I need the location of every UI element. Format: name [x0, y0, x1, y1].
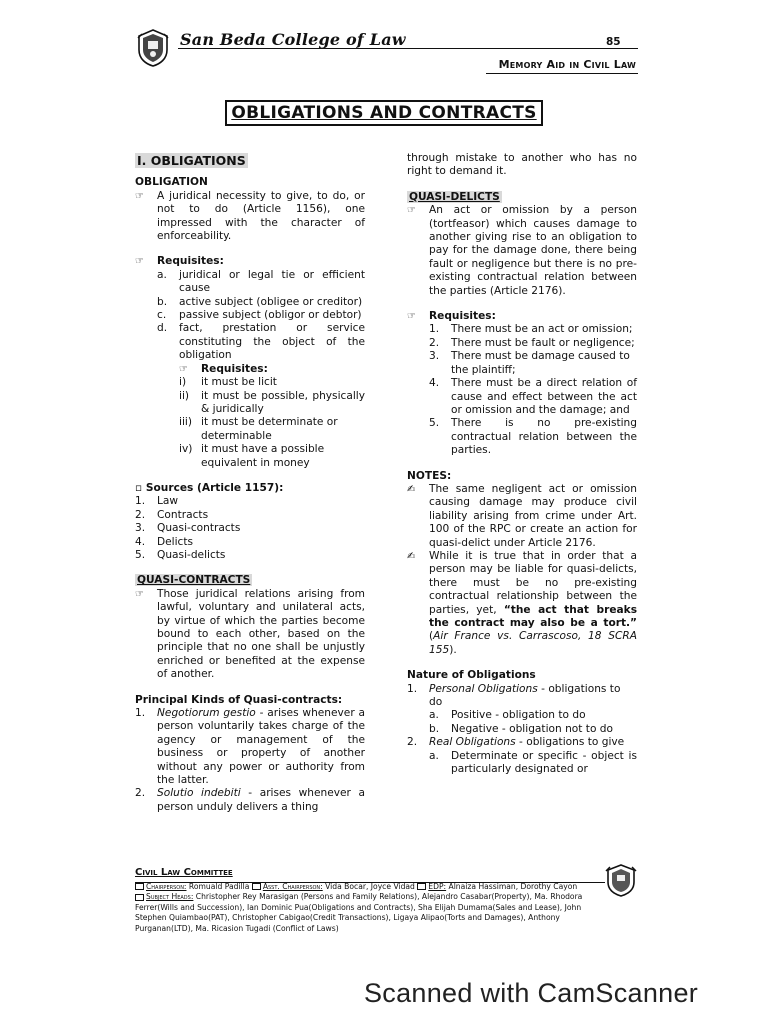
- list-item: [157, 296, 365, 309]
- list-text: Contracts: [157, 508, 209, 521]
- list-marker: 2.: [135, 508, 146, 521]
- list-text: it must be determinate or determinable: [201, 416, 338, 442]
- subtitle-rule: [486, 73, 638, 74]
- definition-text: A juridical necessity to give, to do, or not to do (Article 1156), one impressed with the character of enforceability.: [157, 189, 365, 243]
- role-label: EDP:: [428, 881, 447, 891]
- header-rule: [178, 48, 638, 49]
- list-item: [135, 522, 365, 535]
- note-item: [407, 550, 637, 657]
- list-text: Quasi-contracts: [157, 522, 241, 535]
- role-names: Vida Bocar, Joyce Vidad: [322, 881, 418, 891]
- section-heading: [135, 154, 365, 167]
- list-item: [429, 417, 637, 457]
- list-text: Negative - obligation not to do: [451, 722, 613, 735]
- book-icon: [135, 894, 144, 901]
- list-item: [135, 549, 365, 562]
- book-icon: [417, 883, 426, 890]
- list-text: [157, 707, 365, 787]
- list-item: [429, 750, 637, 777]
- list-marker: d.: [157, 322, 168, 335]
- pointing-hand-icon: ☞: [407, 205, 416, 217]
- list-marker: 5.: [429, 417, 440, 430]
- requisites-list: [157, 269, 365, 470]
- list-marker: 1.: [407, 682, 418, 695]
- definition-text: An act or omission by a person (tortfeasor) which causes damage to another giving rise to an obligation to pay for the damage done, there being fault or negligence but there is no pre-existing contractual relation between the parties (Article 2176).: [429, 204, 637, 297]
- list-marker: 1.: [135, 707, 146, 720]
- list-item: [429, 337, 637, 350]
- role-names: Alnaiza Hassiman, Dorothy Cayon: [446, 881, 578, 891]
- note-text-part: While it is true that in order that a person may be liable for quasi-delicts, there must be no pre-existing contractual relationship between the parties, yet,: [429, 549, 637, 616]
- list-text: There must be fault or negligence;: [451, 336, 635, 349]
- sources-list: [135, 495, 365, 562]
- pointing-hand-icon: ☞: [135, 256, 144, 268]
- role-names: Romuald Padilla: [186, 881, 252, 891]
- term: Solutio indebiti: [157, 787, 241, 800]
- sources-label: Sources (Article 1157):: [145, 481, 284, 494]
- note-text: [429, 550, 637, 657]
- list-item: [135, 707, 365, 787]
- list-item: [179, 376, 365, 389]
- list-text: Law: [157, 495, 179, 508]
- list-text: it must have a possible equivalent in money: [201, 443, 325, 469]
- section-title: I. OBLIGATIONS: [137, 153, 246, 168]
- square-bullet-icon: ▫: [135, 481, 143, 494]
- requisites-label: Requisites:: [157, 255, 224, 268]
- list-marker: 2.: [135, 787, 146, 800]
- pointing-hand-icon: ☞: [135, 190, 144, 202]
- quasi-contracts-label: QUASI-CONTRACTS: [137, 574, 251, 587]
- list-text: [429, 683, 637, 710]
- note-text-part: (: [429, 630, 434, 643]
- list-item: [429, 723, 637, 736]
- list-text: Quasi-delicts: [157, 548, 226, 561]
- list-text: There is no pre-existing contractual relation between the parties.: [451, 417, 637, 457]
- sub-list: [429, 750, 637, 777]
- term-definition: - arises whenever a person voluntarily takes charge of the agency or management of the business or property of another without any power or authority from the latter.: [157, 707, 365, 787]
- notes-heading: NOTES:: [407, 469, 452, 482]
- list-item: [179, 416, 365, 443]
- list-text: it must be licit: [201, 376, 277, 389]
- list-item: [135, 495, 365, 508]
- list-marker: a.: [429, 709, 439, 722]
- sub-list: [429, 709, 637, 736]
- committee-title: Civil Law Committee: [135, 867, 233, 878]
- scanner-watermark: Scanned with CamScanner: [364, 978, 699, 1008]
- list-text: [157, 787, 365, 814]
- sources-heading: [135, 482, 365, 495]
- requisites-list: [429, 323, 637, 457]
- list-marker: 2.: [429, 336, 440, 349]
- role-label: Asst. Chairperson:: [262, 881, 323, 891]
- pointing-hand-icon: ☞: [407, 311, 416, 323]
- term: Personal Obligations: [429, 682, 538, 695]
- term-definition: - obligations to do: [429, 682, 621, 709]
- list-item: [429, 323, 637, 336]
- school-name: San Beda College of Law: [180, 30, 406, 49]
- list-item: [157, 309, 365, 322]
- college-seal-icon: [605, 863, 637, 897]
- page-title: OBLIGATIONS AND CONTRACTS: [225, 100, 543, 126]
- writing-hand-icon: ✍: [407, 483, 416, 495]
- list-marker: iv): [179, 443, 193, 456]
- credits-text: [135, 882, 605, 935]
- note-item: [407, 483, 637, 550]
- list-item: [135, 787, 365, 814]
- list-marker: 1.: [429, 323, 440, 336]
- list-text: There must be damage caused to the plaintiff;: [451, 350, 630, 376]
- list-item: [135, 509, 365, 522]
- list-item: [179, 443, 365, 470]
- list-text: [429, 736, 637, 749]
- requisites-label: Requisites:: [429, 310, 496, 323]
- right-column: [407, 152, 637, 776]
- list-marker: a.: [429, 749, 439, 762]
- list-marker: 3.: [429, 350, 440, 363]
- list-text: Determinate or specific - object is particularly designated or: [451, 749, 637, 776]
- pointing-hand-icon: ☞: [135, 588, 144, 600]
- list-item: [429, 350, 637, 377]
- list-marker: 1.: [135, 495, 146, 508]
- list-item: [407, 736, 637, 749]
- book-icon: [252, 883, 261, 890]
- list-marker: ii): [179, 389, 190, 402]
- pointing-hand-icon: ☞: [179, 363, 188, 375]
- requisites-heading: [407, 310, 637, 323]
- term-definition: - obligations to give: [515, 736, 625, 749]
- header-subtitle: Memory Aid in Civil Law: [498, 58, 636, 71]
- quasi-delicts-definition: [407, 204, 637, 298]
- list-marker: c.: [157, 309, 167, 322]
- list-item: [407, 683, 637, 710]
- list-marker: b.: [157, 295, 168, 308]
- list-text: fact, prestation or service constituting the object of the obligation: [179, 322, 365, 362]
- note-text-part: ).: [449, 643, 457, 656]
- list-marker: 3.: [135, 522, 146, 535]
- term-definition: - arises whenever a person unduly delivers a thing: [157, 787, 365, 813]
- list-item: [135, 536, 365, 549]
- writing-hand-icon: ✍: [407, 550, 416, 562]
- list-item: [429, 377, 637, 417]
- list-marker: b.: [429, 722, 440, 735]
- list-text: it must be possible, physically & juridically: [201, 389, 365, 415]
- footer-credits: [135, 868, 605, 935]
- nature-heading: Nature of Obligations: [407, 669, 536, 682]
- quasi-delicts-label: QUASI-DELICTS: [409, 190, 500, 203]
- book-icon: [135, 883, 144, 890]
- list-item: [179, 390, 365, 417]
- continuation-text: through mistake to another who has no right to demand it.: [407, 152, 637, 178]
- sub-requisites-label: Requisites:: [201, 362, 268, 375]
- list-marker: 5.: [135, 548, 146, 561]
- list-text: Positive - obligation to do: [451, 709, 586, 722]
- quasi-contracts-definition: [135, 588, 365, 682]
- kinds-heading: Principal Kinds of Quasi-contracts:: [135, 693, 343, 706]
- list-text: Delicts: [157, 535, 194, 548]
- role-label: Chairperson:: [146, 881, 187, 891]
- term: Real Obligations: [429, 736, 516, 749]
- note-quote: “the act that breaks the contract may also be a tort.”: [429, 603, 637, 629]
- quasi-delicts-heading: [407, 191, 637, 204]
- list-marker: 4.: [429, 377, 440, 390]
- list-marker: iii): [179, 416, 192, 429]
- list-item: [429, 709, 637, 722]
- term: Negotiorum gestio: [157, 707, 256, 720]
- list-marker: a.: [157, 268, 167, 281]
- quasi-contracts-heading: [135, 574, 365, 587]
- list-text: juridical or legal tie or efficient cause: [179, 268, 365, 295]
- page-number: 85: [606, 36, 621, 48]
- list-text: passive subject (obligor or debtor): [179, 309, 362, 322]
- list-text: There must be an act or omission;: [451, 323, 633, 336]
- case-citation: Air France vs. Carrascoso, 18 SCRA 155: [429, 630, 637, 656]
- sub-requisites-heading: [179, 363, 365, 376]
- note-text: The same negligent act or omission causing damage may produce civil liability arising from crime under Art. 100 of the RPC or create an action for quasi-delict under Article 2176.: [429, 482, 637, 549]
- college-seal-icon: [136, 28, 170, 68]
- role-label: Subject Heads:: [146, 892, 194, 902]
- sub-requisites: [179, 363, 365, 470]
- list-item: [157, 322, 365, 362]
- list-marker: 2.: [407, 736, 418, 749]
- list-text: There must be a direct relation of cause and effect between the act or omission and the damage; and: [451, 377, 637, 416]
- list-text: active subject (obligee or creditor): [179, 295, 363, 308]
- list-marker: 4.: [135, 535, 146, 548]
- obligation-definition: [135, 190, 365, 244]
- left-column: [135, 152, 365, 814]
- definition-text: Those juridical relations arising from lawful, voluntary and unilateral acts, by virtue of which the parties become bound to each other, based on the principle that no one shall be unjustly enriched or benefited at the expense of another.: [157, 587, 365, 681]
- list-marker: i): [179, 376, 187, 389]
- obligation-heading: OBLIGATION: [135, 176, 208, 189]
- role-names: Christopher Rey Marasigan (Persons and Family Relations), Alejandro Casabar(Property), Ma. Rhodora Ferrer(Wills and Succession), Ian Dominic Pua(Obligations and Contracts), Sha Elijah Dumama(Sales and Lease), John Stephen Quiambao(PAT), Christopher Cabigao(Credit Transactions), Ligaya Alipao(Torts and Damages), Anthony Purganan(LTD), Ma. Ricasion Tugadi (Conflict of Laws): [135, 892, 583, 933]
- requisites-heading: [135, 255, 365, 268]
- list-item: [157, 269, 365, 296]
